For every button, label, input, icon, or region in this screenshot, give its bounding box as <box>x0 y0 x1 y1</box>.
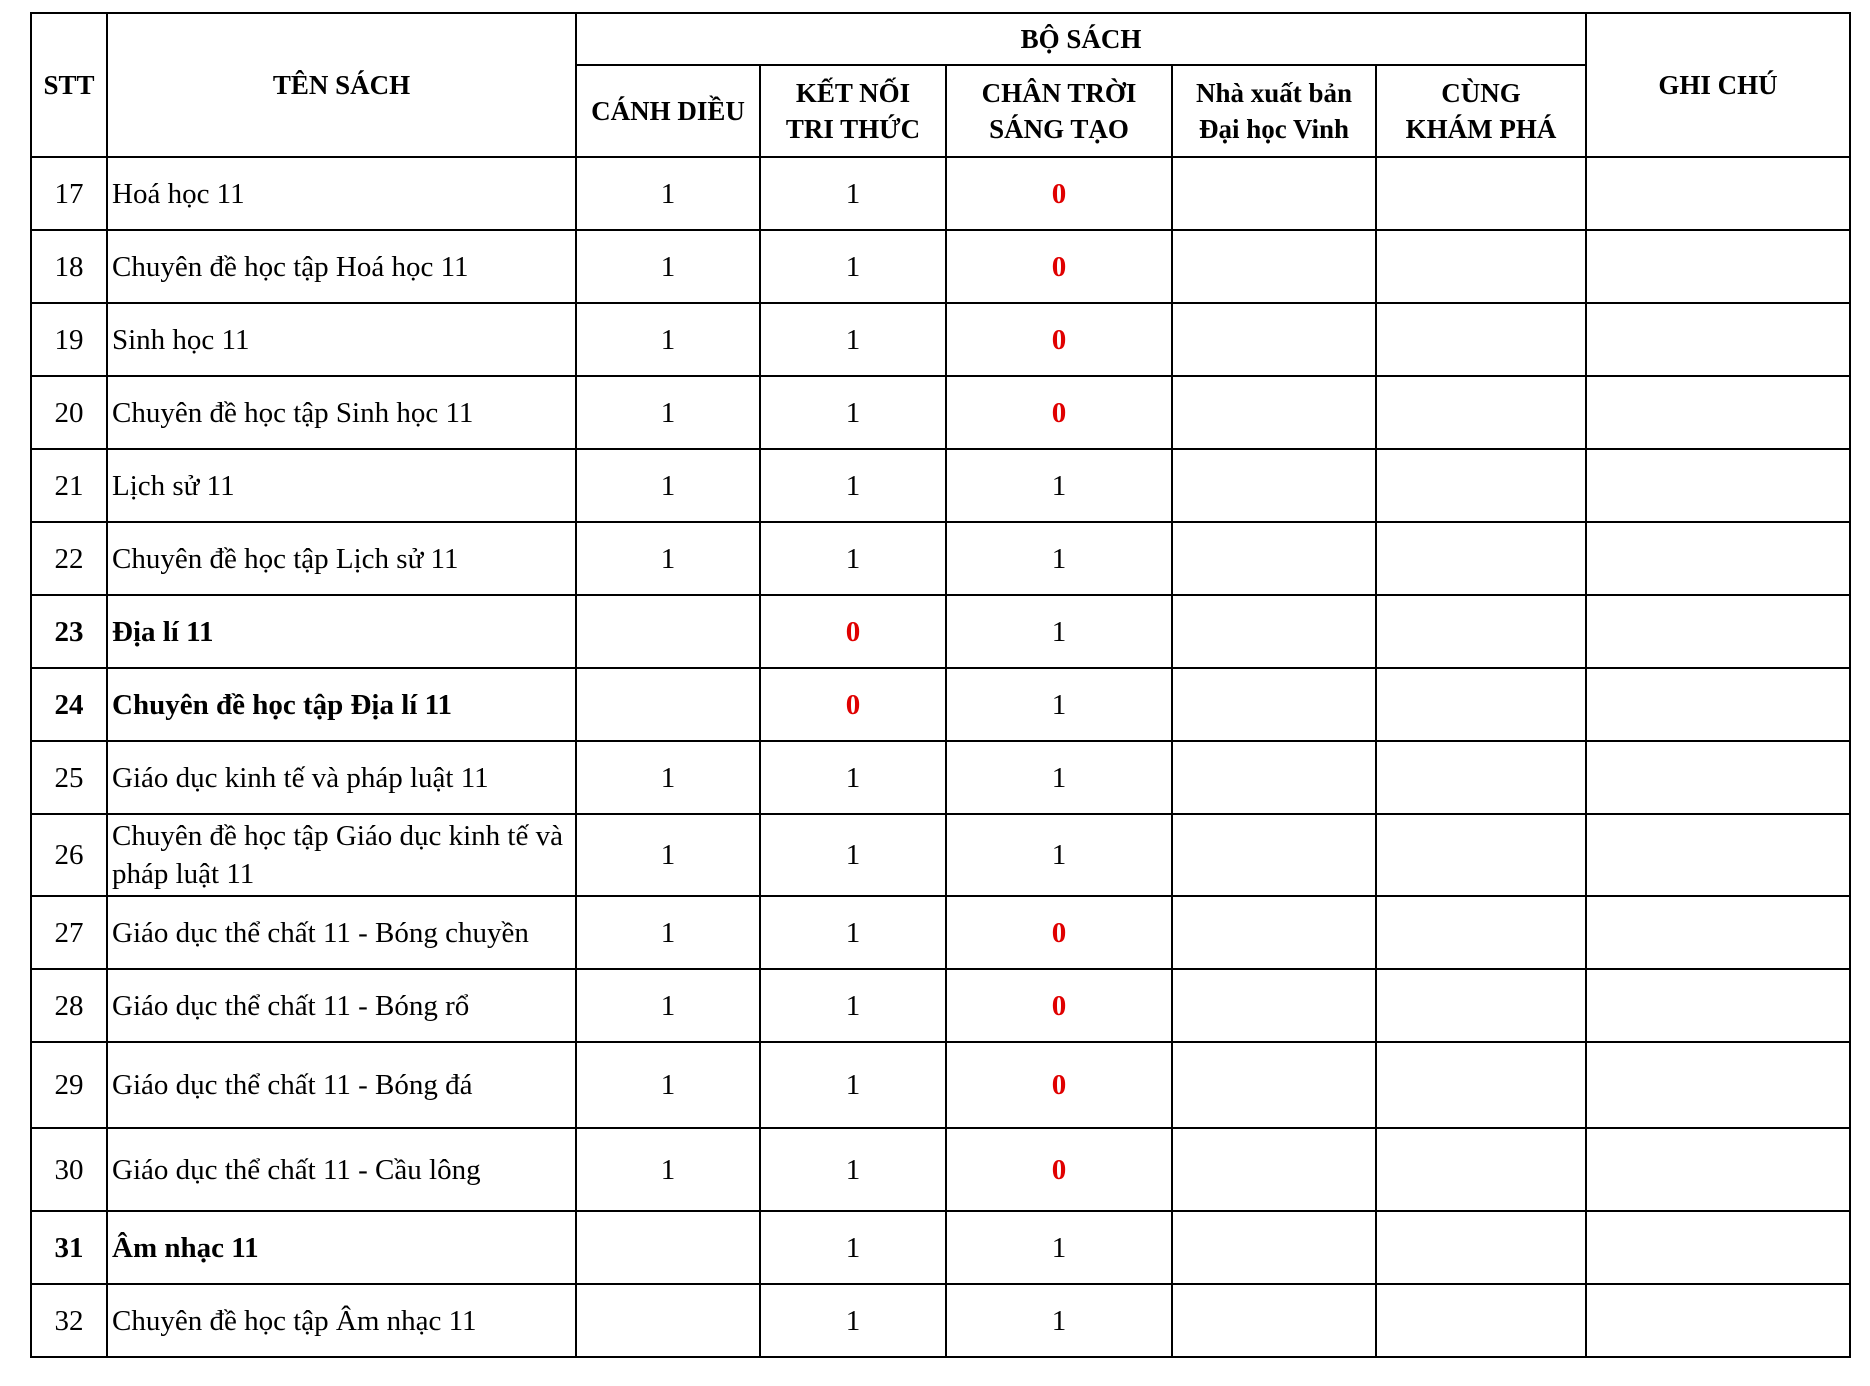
series-value-cell <box>1172 376 1376 449</box>
series-value-cell: 1 <box>760 814 946 896</box>
series-header-2 <box>946 65 1172 157</box>
book-name-cell: Giáo dục thể chất 11 - Bóng chuyền <box>107 896 576 969</box>
series-value-cell <box>1172 814 1376 896</box>
series-value-cell <box>1376 741 1586 814</box>
series-value-cell <box>1376 969 1586 1042</box>
series-value-cell <box>1376 449 1586 522</box>
table-row <box>31 814 1850 896</box>
table-row <box>31 449 1850 522</box>
table-row <box>31 157 1850 230</box>
note-header: GHI CHÚ <box>1586 13 1850 157</box>
book-list-table <box>30 12 1851 1358</box>
table-row <box>31 1211 1850 1284</box>
series-value-cell: 1 <box>576 1042 760 1128</box>
stt-cell: 31 <box>31 1211 107 1284</box>
series-value-cell <box>576 668 760 741</box>
series-value-cell <box>1172 896 1376 969</box>
series-value-cell: 0 <box>946 969 1172 1042</box>
note-cell <box>1586 157 1850 230</box>
table-row <box>31 896 1850 969</box>
note-cell <box>1586 595 1850 668</box>
series-value-cell <box>1376 230 1586 303</box>
series-value-cell: 1 <box>760 1128 946 1211</box>
series-value-cell <box>1376 1284 1586 1357</box>
book-name-header: TÊN SÁCH <box>107 13 576 157</box>
series-value-cell: 1 <box>946 1284 1172 1357</box>
series-value-cell: 1 <box>946 814 1172 896</box>
table-row <box>31 376 1850 449</box>
series-value-cell: 1 <box>760 157 946 230</box>
note-cell <box>1586 376 1850 449</box>
series-value-cell <box>1172 1211 1376 1284</box>
series-value-cell: 0 <box>946 1128 1172 1211</box>
stt-cell: 30 <box>31 1128 107 1211</box>
book-name-cell: Chuyên đề học tập Lịch sử 11 <box>107 522 576 595</box>
note-cell <box>1586 1211 1850 1284</box>
series-value-cell: 1 <box>760 303 946 376</box>
series-value-cell: 0 <box>946 230 1172 303</box>
stt-cell: 17 <box>31 157 107 230</box>
series-header-line: CHÂN TRỜI <box>981 78 1137 108</box>
series-value-cell: 1 <box>576 230 760 303</box>
series-value-cell: 1 <box>760 230 946 303</box>
table-header <box>31 13 1850 157</box>
stt-cell: 21 <box>31 449 107 522</box>
book-series-header: BỘ SÁCH <box>576 13 1586 65</box>
series-value-cell <box>1376 1042 1586 1128</box>
book-name-cell: Lịch sử 11 <box>107 449 576 522</box>
series-value-cell <box>1172 230 1376 303</box>
series-header-3 <box>1172 65 1376 157</box>
series-header-line: TRI THỨC <box>785 114 921 144</box>
series-value-cell <box>1376 1128 1586 1211</box>
book-name-cell: Sinh học 11 <box>107 303 576 376</box>
series-value-cell: 0 <box>946 157 1172 230</box>
series-header-line: SÁNG TẠO <box>989 114 1129 144</box>
table-row <box>31 668 1850 741</box>
table-row <box>31 303 1850 376</box>
series-value-cell <box>1172 157 1376 230</box>
series-value-cell <box>1172 303 1376 376</box>
series-header-line: CÁNH DIỀU <box>591 96 745 126</box>
book-name-cell: Chuyên đề học tập Sinh học 11 <box>107 376 576 449</box>
series-value-cell: 1 <box>576 741 760 814</box>
stt-cell: 19 <box>31 303 107 376</box>
series-value-cell <box>1376 896 1586 969</box>
table-row <box>31 1128 1850 1211</box>
note-cell <box>1586 896 1850 969</box>
series-value-cell <box>1376 303 1586 376</box>
stt-cell: 26 <box>31 814 107 896</box>
note-cell <box>1586 814 1850 896</box>
series-value-cell <box>1172 1042 1376 1128</box>
book-name-cell: Âm nhạc 11 <box>107 1211 576 1284</box>
note-cell <box>1586 668 1850 741</box>
book-name-cell: Chuyên đề học tập Địa lí 11 <box>107 668 576 741</box>
table-row <box>31 522 1850 595</box>
stt-cell: 27 <box>31 896 107 969</box>
series-value-cell <box>1172 1128 1376 1211</box>
note-cell <box>1586 969 1850 1042</box>
series-value-cell: 1 <box>760 969 946 1042</box>
table-row <box>31 1042 1850 1128</box>
series-header-line: CÙNG <box>1441 78 1521 108</box>
series-value-cell <box>1376 376 1586 449</box>
series-value-cell: 0 <box>760 595 946 668</box>
series-value-cell: 1 <box>576 969 760 1042</box>
series-value-cell: 0 <box>760 668 946 741</box>
note-cell <box>1586 741 1850 814</box>
series-value-cell <box>576 1284 760 1357</box>
series-value-cell: 1 <box>946 1211 1172 1284</box>
series-value-cell: 1 <box>760 1284 946 1357</box>
series-header-line: KẾT NỐI <box>795 78 911 108</box>
note-cell <box>1586 1284 1850 1357</box>
series-value-cell: 1 <box>576 1128 760 1211</box>
stt-cell: 22 <box>31 522 107 595</box>
stt-cell: 24 <box>31 668 107 741</box>
series-value-cell <box>1376 595 1586 668</box>
series-value-cell: 1 <box>946 741 1172 814</box>
series-header-line: KHÁM PHÁ <box>1405 114 1557 144</box>
table-row <box>31 1284 1850 1357</box>
series-value-cell <box>1172 449 1376 522</box>
series-value-cell: 1 <box>946 449 1172 522</box>
series-value-cell: 1 <box>946 522 1172 595</box>
stt-cell: 23 <box>31 595 107 668</box>
table-body <box>31 157 1850 1357</box>
series-value-cell <box>1172 595 1376 668</box>
stt-cell: 18 <box>31 230 107 303</box>
stt-cell: 20 <box>31 376 107 449</box>
series-value-cell <box>1172 1284 1376 1357</box>
series-value-cell <box>1376 814 1586 896</box>
series-value-cell: 0 <box>946 1042 1172 1128</box>
book-name-cell: Giáo dục thể chất 11 - Cầu lông <box>107 1128 576 1211</box>
series-value-cell <box>1376 522 1586 595</box>
series-value-cell <box>1172 969 1376 1042</box>
stt-cell: 25 <box>31 741 107 814</box>
series-value-cell: 1 <box>760 896 946 969</box>
series-header-line: Nhà xuất bản <box>1195 78 1353 108</box>
series-value-cell: 1 <box>760 449 946 522</box>
note-cell <box>1586 522 1850 595</box>
series-value-cell: 1 <box>946 595 1172 668</box>
series-value-cell: 1 <box>576 522 760 595</box>
series-header-line: Đại học Vinh <box>1198 114 1350 144</box>
series-value-cell <box>1376 668 1586 741</box>
stt-cell: 29 <box>31 1042 107 1128</box>
note-cell <box>1586 230 1850 303</box>
series-header-4 <box>1376 65 1586 157</box>
series-value-cell: 1 <box>576 449 760 522</box>
series-value-cell: 0 <box>946 303 1172 376</box>
book-name-cell: Giáo dục thể chất 11 - Bóng đá <box>107 1042 576 1128</box>
note-cell <box>1586 449 1850 522</box>
stt-cell: 32 <box>31 1284 107 1357</box>
stt-header: STT <box>31 13 107 157</box>
series-value-cell <box>576 1211 760 1284</box>
series-header-1 <box>760 65 946 157</box>
series-header-0 <box>576 65 760 157</box>
series-value-cell <box>1172 668 1376 741</box>
series-value-cell: 1 <box>760 376 946 449</box>
book-name-cell: Giáo dục kinh tế và pháp luật 11 <box>107 741 576 814</box>
series-value-cell: 1 <box>946 668 1172 741</box>
note-cell <box>1586 1128 1850 1211</box>
series-value-cell: 1 <box>576 896 760 969</box>
series-value-cell <box>576 595 760 668</box>
table-row <box>31 230 1850 303</box>
note-cell <box>1586 1042 1850 1128</box>
book-name-cell: Giáo dục thể chất 11 - Bóng rổ <box>107 969 576 1042</box>
table-row <box>31 595 1850 668</box>
series-value-cell: 1 <box>760 522 946 595</box>
series-value-cell: 1 <box>576 157 760 230</box>
stt-cell: 28 <box>31 969 107 1042</box>
book-name-cell: Chuyên đề học tập Âm nhạc 11 <box>107 1284 576 1357</box>
series-value-cell: 1 <box>576 303 760 376</box>
series-value-cell: 1 <box>760 1042 946 1128</box>
series-value-cell: 0 <box>946 376 1172 449</box>
series-value-cell: 1 <box>576 814 760 896</box>
book-name-cell: Chuyên đề học tập Giáo dục kinh tế và pháp luật 11 <box>107 814 576 896</box>
table-row <box>31 969 1850 1042</box>
series-value-cell: 1 <box>576 376 760 449</box>
book-name-cell: Hoá học 11 <box>107 157 576 230</box>
series-value-cell <box>1172 741 1376 814</box>
series-value-cell <box>1376 157 1586 230</box>
series-value-cell <box>1172 522 1376 595</box>
series-value-cell: 1 <box>760 741 946 814</box>
series-value-cell <box>1376 1211 1586 1284</box>
series-value-cell: 0 <box>946 896 1172 969</box>
book-name-cell: Chuyên đề học tập Hoá học 11 <box>107 230 576 303</box>
book-name-cell: Địa lí 11 <box>107 595 576 668</box>
note-cell <box>1586 303 1850 376</box>
table-row <box>31 741 1850 814</box>
series-value-cell: 1 <box>760 1211 946 1284</box>
